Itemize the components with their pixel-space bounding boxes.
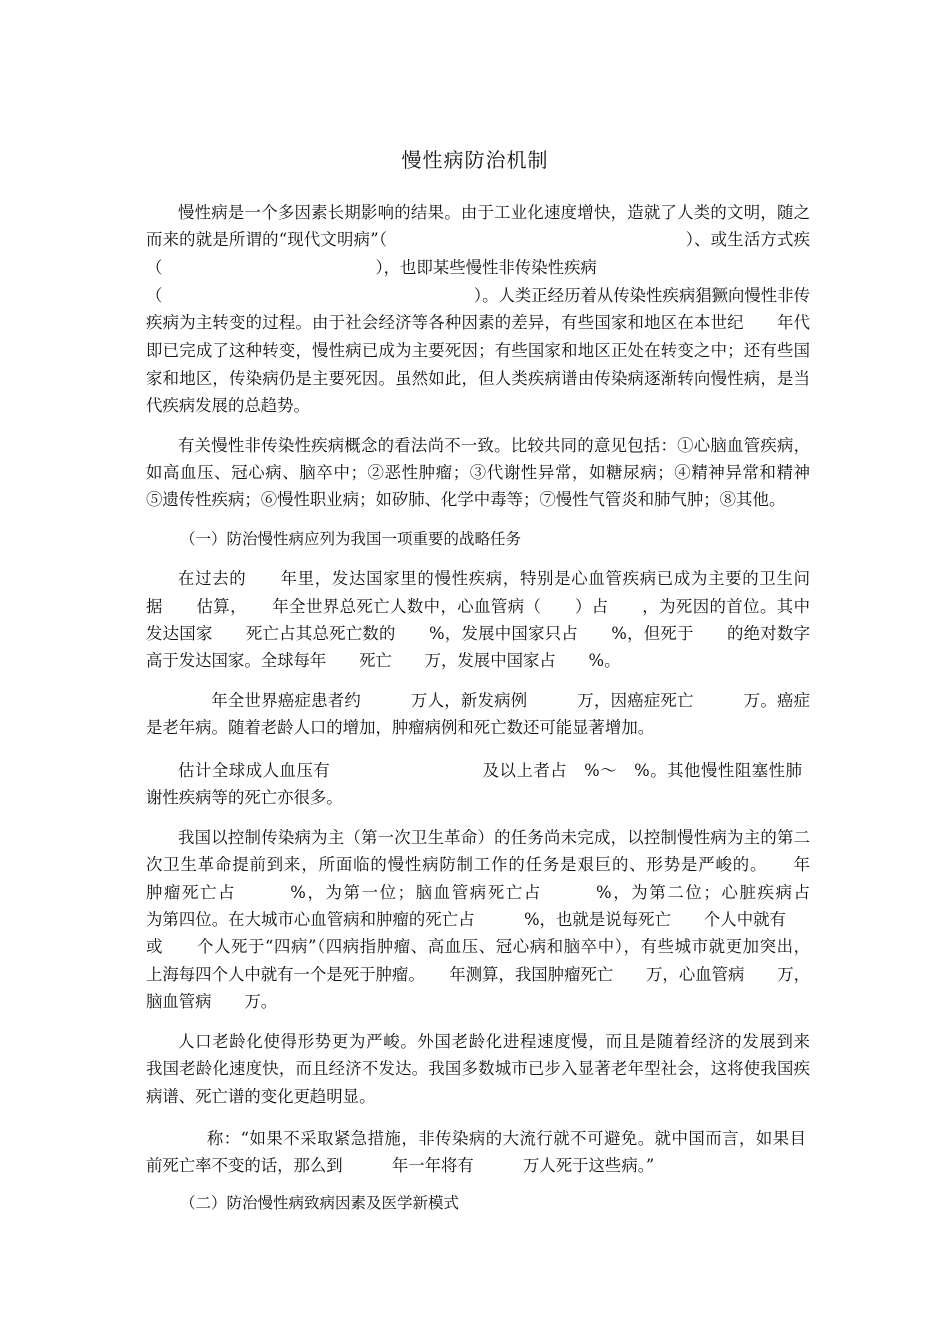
p1-line: 代疾病发展的总趋势。 (146, 396, 310, 415)
p6-line: 我国以控制传染病为主（第一次卫生革命）的任务尚未完成，以控制慢性病为主的第二 (178, 828, 810, 847)
p1-line: （ ），也即某些慢性非传染性疾病 (146, 258, 597, 277)
p4-line: 年全世界癌症患者约 万人，新发病例 万，因癌症死亡 万。癌症 (211, 691, 810, 710)
p8-line: 前死亡率不变的话，那么到 年一年将有 万人死于这些病。” (146, 1156, 655, 1175)
p6-line: 上海每四个人中就有一个是死于肿瘤。 年测算，我国肿瘤死亡 万，心血管病 万， (146, 965, 810, 984)
p1-line: 即已完成了这种转变，慢性病已成为主要死因；有些国家和地区正处在转变之中；还有些国 (146, 341, 810, 360)
p6-line: 次卫生革命提前到来，所面临的慢性病防制工作的任务是艰巨的、形势是严峻的。 年 (146, 855, 810, 874)
p3-line: 发达国家 死亡占其总死亡数的 %，发展中国家只占 %，但死于 的绝对数字 (146, 624, 810, 643)
p7-line: 病谱、死亡谱的变化更趋明显。 (146, 1087, 376, 1106)
page-title: 慢性病防治机制 (401, 148, 549, 172)
p3-line: 据 估算， 年全世界总死亡人数中，心血管病（ ）占 ，为死因的首位。其中 (146, 597, 810, 616)
p5-line: 谢性疾病等的死亡亦很多。 (146, 788, 343, 807)
p1-line: 慢性病是一个多因素长期影响的结果。由于工业化速度增快，造就了人类的文明，随之 (178, 203, 810, 222)
section-heading-1: （一）防治慢性病应列为我国一项重要的战略任务 (180, 530, 522, 548)
section-heading-2: （二）防治慢性病致病因素及医学新模式 (180, 1194, 460, 1212)
p1-line: 而来的就是所谓的“现代文明病”（ ）、或生活方式疾 (146, 230, 810, 249)
p8-line: 称：“如果不采取紧急措施，非传染病的大流行就不可避免。就中国而言，如果目 (190, 1129, 806, 1148)
p1-line: 疾病为主转变的过程。由于社会经济等各种因素的差异，有些国家和地区在本世纪 年代 (146, 313, 810, 332)
p7-line: 我国老龄化速度快，而且经济不发达。我国多数城市已步入显著老年型社会，这将使我国疾 (146, 1059, 810, 1078)
p3-line: 高于发达国家。全球每年 死亡 万，发展中国家占 %。 (146, 651, 621, 670)
p6-line: 肿瘤死亡占 %，为第一位；脑血管病死亡占 %，为第二位；心脏疾病占 (146, 883, 810, 902)
p6-line: 为第四位。在大城市心血管病和肿瘤的死亡占 %，也就是说每死亡 个人中就有 (146, 910, 786, 929)
p1-line: 家和地区，传染病仍是主要死因。虽然如此，但人类疾病谱由传染病逐渐转向慢性病，是当 (146, 369, 810, 388)
p2-line: 如高血压、冠心病、脑卒中；②恶性肿瘤；③代谢性异常，如糖尿病；④精神异常和精神 (146, 463, 810, 482)
p3-line: 在过去的 年里，发达国家里的慢性疾病，特别是心血管疾病已成为主要的卫生问 (178, 569, 810, 588)
p6-line: 脑血管病 万。 (146, 992, 278, 1011)
p4-line: 是老年病。随着老龄人口的增加，肿瘤病例和死亡数还可能显著增加。 (146, 718, 655, 737)
p2-line: 有关慢性非传染性疾病概念的看法尚不一致。比较共同的意见包括：①心脑血管疾病， (178, 436, 810, 455)
p7-line: 人口老龄化使得形势更为严峻。外国老龄化进程速度慢，而且是随着经济的发展到来 (178, 1032, 810, 1051)
p6-line: 或 个人死于“四病”（四病指肿瘤、高血压、冠心病和脑卒中），有些城市就更加突出， (146, 937, 810, 956)
p5-line: 估计全球成人血压有 及以上者占 %～ %。其他慢性阻塞性肺 (178, 761, 802, 780)
p2-line: ⑤遗传性疾病；⑥慢性职业病；如矽肺、化学中毒等；⑦慢性气管炎和肺气肿；⑧其他。 (146, 490, 786, 509)
p1-line: （ ）。人类正经历着从传染性疾病猖獗向慢性非传 (146, 286, 810, 305)
